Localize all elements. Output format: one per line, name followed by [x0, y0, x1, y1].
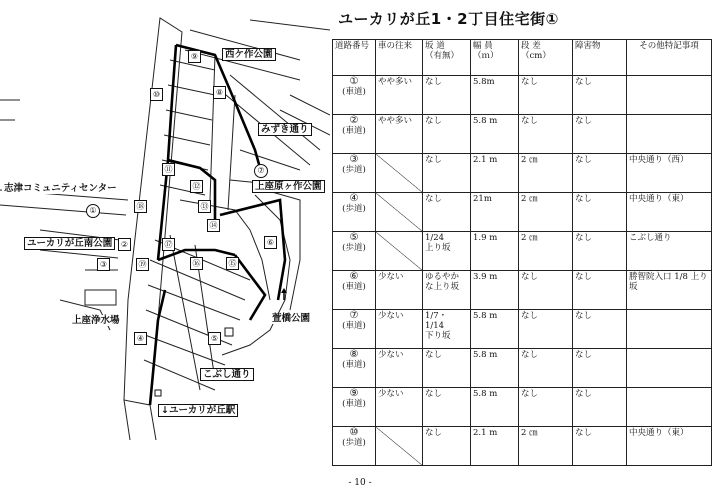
slope-cell: なし: [423, 154, 471, 193]
street-map: [0, 0, 330, 440]
route-marker-17: ⑰: [162, 238, 175, 251]
kamiza-harugasaku-park-label: 上座原ヶ作公園: [252, 180, 325, 193]
slope-cell: なし: [423, 193, 471, 232]
road-kind: (歩道): [342, 204, 366, 214]
route-marker-7: ⑦: [254, 164, 268, 178]
step-cell: なし: [519, 271, 573, 310]
road-number: ②: [349, 115, 359, 126]
notes-cell: [627, 388, 712, 427]
slope-cell: ゆるやか な上り坂: [423, 271, 471, 310]
slope-cell: なし: [423, 388, 471, 427]
width-cell: 5.8 m: [471, 388, 519, 427]
road-number-cell: [333, 427, 376, 466]
road-number-cell: [333, 232, 376, 271]
road-number-cell: [333, 115, 376, 154]
notes-cell: 勝智院入口 1/8 上り坂: [627, 271, 712, 310]
obstacle-cell: なし: [573, 271, 627, 310]
table-row: [333, 388, 712, 427]
road-kind: (車道): [342, 399, 366, 409]
road-number-cell: [333, 76, 376, 115]
notes-cell: 中央通り（東）: [627, 193, 712, 232]
road-number: ⑤: [349, 232, 359, 243]
header-road-number: 道路番号: [333, 40, 376, 76]
route-marker-19: ⑲: [136, 258, 149, 271]
notes-cell: こぶし通り: [627, 232, 712, 271]
table-row: [333, 427, 712, 466]
kobushi-street-label: こぶし通り: [200, 368, 254, 381]
road-kind: (車道): [342, 282, 366, 292]
width-cell: 5.8 m: [471, 310, 519, 349]
page-number: - 10 -: [348, 478, 372, 488]
step-cell: なし: [519, 310, 573, 349]
road-kind: (歩道): [342, 438, 366, 448]
road-number: ①: [349, 76, 359, 87]
slope-cell: なし: [423, 115, 471, 154]
slope-cell: なし: [423, 427, 471, 466]
notes-cell: 中央通り（西）: [627, 154, 712, 193]
obstacle-cell: なし: [573, 232, 627, 271]
obstacle-cell: なし: [573, 388, 627, 427]
road-number: ④: [349, 193, 359, 204]
table-row: [333, 310, 712, 349]
route-marker-13: ⑬: [198, 200, 211, 213]
width-cell: 21m: [471, 193, 519, 232]
width-cell: 3.9 m: [471, 271, 519, 310]
table-row: [333, 232, 712, 271]
road-number: ⑩: [349, 427, 359, 438]
width-cell: 5.8 m: [471, 115, 519, 154]
road-number-cell: [333, 154, 376, 193]
traffic-cell: 少ない: [376, 349, 423, 388]
route-marker-6: ⑥: [264, 236, 277, 249]
road-kind: (車道): [342, 321, 366, 331]
table-row: [333, 154, 712, 193]
route-marker-2: ②: [118, 238, 131, 251]
page-title: ユーカリが丘1・2丁目住宅街①: [338, 10, 559, 28]
traffic-cell: [376, 232, 423, 271]
kamiza-water-plant-label: 上座浄水場: [72, 315, 120, 326]
obstacle-cell: なし: [573, 115, 627, 154]
traffic-cell: [376, 154, 423, 193]
obstacle-cell: なし: [573, 349, 627, 388]
mizuki-street-label: みずき通り: [258, 123, 312, 136]
obstacle-cell: なし: [573, 76, 627, 115]
road-number: ⑨: [349, 388, 359, 399]
map-drawing: [0, 0, 330, 440]
route-marker-4: ④: [134, 332, 147, 345]
step-cell: 2 ㎝: [519, 232, 573, 271]
route-marker-1: ①: [86, 204, 100, 218]
obstacle-cell: なし: [573, 427, 627, 466]
road-survey-table: [332, 39, 712, 466]
route-marker-10: ⑩: [150, 88, 163, 101]
road-number-cell: [333, 349, 376, 388]
road-kind: (車道): [342, 126, 366, 136]
notes-cell: [627, 115, 712, 154]
step-cell: なし: [519, 349, 573, 388]
width-cell: 5.8m: [471, 76, 519, 115]
step-cell: なし: [519, 115, 573, 154]
table-header-row: [333, 40, 712, 76]
traffic-cell: 少ない: [376, 271, 423, 310]
step-cell: 2 ㎝: [519, 154, 573, 193]
traffic-cell: 少ない: [376, 310, 423, 349]
header-width: 幅 員 （ｍ）: [471, 40, 519, 76]
route-marker-15: ⑮: [226, 257, 239, 270]
route-marker-12: ⑫: [190, 180, 203, 193]
width-cell: 2.1 m: [471, 427, 519, 466]
route-marker-16: ⑯: [190, 257, 203, 270]
slope-cell: 1/24 上り坂: [423, 232, 471, 271]
yukarigaoka-minami-park-label: ユーカリが丘南公園: [24, 237, 115, 250]
route-marker-8: ⑧: [213, 86, 226, 99]
step-cell: なし: [519, 388, 573, 427]
road-kind: (歩道): [342, 165, 366, 175]
traffic-cell: やや多い: [376, 115, 423, 154]
obstacle-cell: なし: [573, 193, 627, 232]
road-number-cell: [333, 271, 376, 310]
road-number: ③: [349, 154, 359, 165]
route-marker-18: ⑱: [134, 200, 147, 213]
yukarigaoka-station-label: ↓ユーカリが丘駅: [158, 404, 238, 417]
step-cell: 2 ㎝: [519, 427, 573, 466]
table-row: [333, 115, 712, 154]
notes-cell: [627, 76, 712, 115]
table-row: [333, 349, 712, 388]
road-kind: (歩道): [342, 243, 366, 253]
traffic-cell: [376, 193, 423, 232]
road-kind: (車道): [342, 360, 366, 370]
header-traffic: 車の往来: [376, 40, 423, 76]
route-marker-5: ⑤: [208, 332, 221, 345]
route-marker-14: ⑭: [207, 219, 220, 232]
nishigasaku-park-label: 西ケ作公園: [222, 48, 276, 61]
slope-cell: なし: [423, 76, 471, 115]
obstacle-cell: なし: [573, 310, 627, 349]
kanbi-park-label: 萱橋公園: [272, 313, 311, 324]
step-cell: 2 ㎝: [519, 193, 573, 232]
road-number: ⑥: [349, 271, 359, 282]
notes-cell: [627, 349, 712, 388]
traffic-cell: 少ない: [376, 388, 423, 427]
road-number-cell: [333, 310, 376, 349]
traffic-cell: やや多い: [376, 76, 423, 115]
table-row: [333, 271, 712, 310]
road-number: ⑦: [349, 310, 359, 321]
header-obstacle: 障害物: [573, 40, 627, 76]
route-marker-9: ⑨: [188, 50, 201, 63]
header-slope: 坂 道 （有無）: [423, 40, 471, 76]
notes-cell: [627, 310, 712, 349]
traffic-cell: [376, 427, 423, 466]
slope-cell: 1/7・ 1/14 下り坂: [423, 310, 471, 349]
route-marker-3: ③: [97, 258, 110, 271]
table-row: [333, 76, 712, 115]
road-number-cell: [333, 388, 376, 427]
obstacle-cell: なし: [573, 154, 627, 193]
route-marker-11: ⑪: [162, 163, 175, 176]
table-row: [333, 193, 712, 232]
notes-cell: 中央通り（東）: [627, 427, 712, 466]
slope-cell: なし: [423, 349, 471, 388]
road-number-cell: [333, 193, 376, 232]
road-kind: (車道): [342, 87, 366, 97]
header-notes: その他特記事項: [627, 40, 712, 76]
width-cell: 5.8 m: [471, 349, 519, 388]
header-step: 段 差 （cm）: [519, 40, 573, 76]
width-cell: 2.1 m: [471, 154, 519, 193]
road-number: ⑧: [349, 349, 359, 360]
width-cell: 1.9 m: [471, 232, 519, 271]
shizu-community-center-label: 志津コミュニティセンター: [4, 183, 117, 194]
step-cell: なし: [519, 76, 573, 115]
